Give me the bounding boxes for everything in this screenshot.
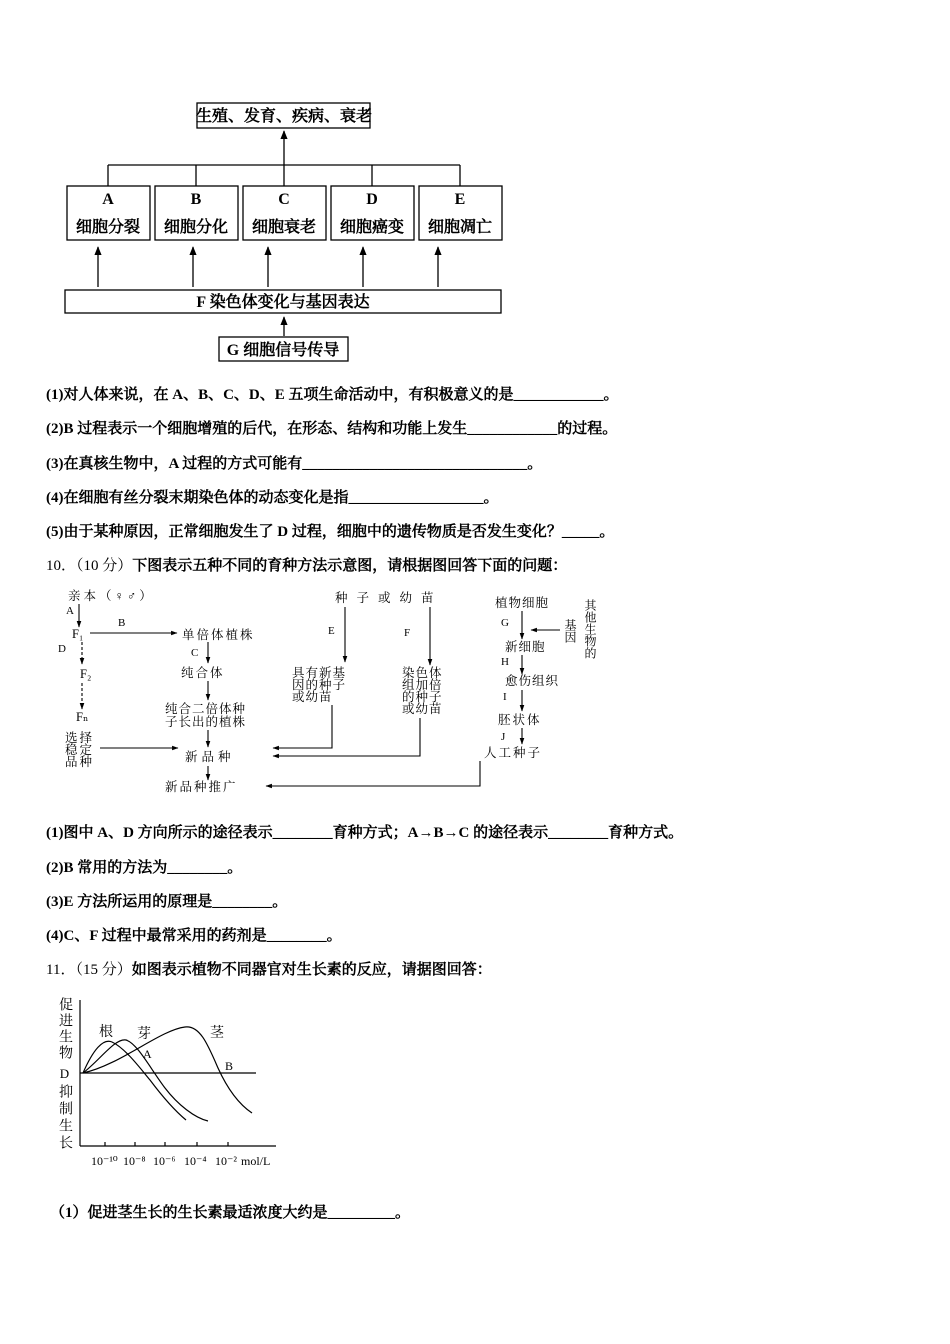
label-e: E bbox=[328, 625, 335, 637]
bud-curve-label: 芽 bbox=[137, 1027, 151, 1042]
q10-prompt: 下图表示五种不同的育种方法示意图，请根据图回答下面的问题： bbox=[132, 558, 568, 574]
plant-cell-label: 植物细胞 bbox=[495, 596, 550, 610]
q11-prompt: 如图表示植物不同器官对生长素的反应，请据图回答： bbox=[131, 962, 492, 978]
label-d: D bbox=[58, 643, 66, 655]
box-b-letter: B bbox=[190, 191, 202, 208]
q9-question-1: (1)对人体来说，在 A、B、C、D、E 五项生命活动中，有积极意义的是____________。 bbox=[46, 387, 619, 403]
q10-title bbox=[46, 557, 567, 575]
homozygote-label: 纯合体 bbox=[181, 666, 225, 680]
box-d-label: 细胞癌变 bbox=[339, 219, 405, 236]
polyploid-label-line4: 或幼苗 bbox=[402, 702, 443, 716]
box-c-letter: C bbox=[278, 191, 290, 208]
new-variety-label: 新品种 bbox=[185, 750, 235, 764]
polyploid-label-line3: 的种子 bbox=[402, 690, 443, 704]
label-j: J bbox=[501, 731, 506, 743]
y-axis-inhibit-label: 抑制生长 bbox=[57, 1084, 72, 1152]
q10-question-3: (3)E 方法所运用的原理是________。 bbox=[46, 894, 288, 910]
seed-label: 种子或幼苗 bbox=[335, 591, 443, 605]
box-a-letter: A bbox=[102, 191, 114, 208]
x-tick-1e-6: 10⁻⁶ bbox=[153, 1154, 176, 1168]
embryoid-label: 胚状体 bbox=[498, 713, 542, 727]
polyploid-label-line2: 组加倍 bbox=[402, 678, 443, 692]
q11-title bbox=[46, 961, 492, 979]
mutant-label-line3: 或幼苗 bbox=[292, 690, 333, 704]
q10-question-1: (1)图中 A、D 方向所示的途径表示________育种方式；A→B→C 的途径表示________育种方式。 bbox=[46, 825, 684, 841]
polyploid-label-line1: 染色体 bbox=[402, 666, 443, 680]
artificial-seed-label: 人工种子 bbox=[484, 746, 543, 760]
select-label-line2: 稳定 bbox=[65, 743, 95, 757]
diploid-label-line2: 子长出的植株 bbox=[165, 715, 247, 729]
label-f: F bbox=[404, 627, 411, 639]
select-label-line3: 品种 bbox=[65, 755, 95, 769]
other-organism-label: 其他生物的 bbox=[583, 599, 597, 659]
callus-label: 愈伤组织 bbox=[505, 674, 560, 688]
x-tick-1e-8: 10⁻⁸ bbox=[123, 1154, 146, 1168]
point-b-label: B bbox=[225, 1059, 234, 1073]
q11-question-1: （1）促进茎生长的生长素最适浓度大约是_________。 bbox=[50, 1205, 411, 1221]
q10-number: 10．（10 分） bbox=[46, 558, 133, 574]
label-fn: Fₙ bbox=[76, 710, 89, 724]
box-b-label: 细胞分化 bbox=[163, 219, 229, 236]
label-i: I bbox=[503, 691, 507, 703]
q10-question-2: (2)B 常用的方法为________。 bbox=[46, 860, 243, 876]
label-h: H bbox=[501, 656, 509, 668]
root-curve bbox=[83, 1041, 186, 1120]
label-b: B bbox=[118, 617, 126, 629]
x-unit-label: mol/L bbox=[241, 1154, 271, 1168]
haploid-label: 单倍体植株 bbox=[182, 628, 255, 642]
box-a-label: 细胞分裂 bbox=[75, 219, 141, 236]
f-bar-label: F 染色体变化与基因表达 bbox=[196, 294, 370, 311]
label-f2: F₂ bbox=[80, 667, 92, 681]
q9-question-4: (4)在细胞有丝分裂末期染色体的动态变化是指__________________。 bbox=[46, 490, 499, 506]
q9-question-5: (5)由于某种原因，正常细胞发生了 D 过程，细胞中的遗传物质是否发生变化？_____。 bbox=[46, 524, 615, 540]
mutant-label-line1: 具有新基 bbox=[292, 666, 347, 680]
diploid-label-line1: 纯合二倍体种 bbox=[165, 702, 247, 716]
q10-question-4: (4)C、F 过程中最常采用的药剂是________。 bbox=[46, 928, 342, 944]
outcome-box-label: 生殖、发育、疾病、衰老 bbox=[195, 108, 373, 125]
label-f1: F₁ bbox=[72, 627, 84, 641]
mutant-label-line2: 因的种子 bbox=[292, 678, 347, 692]
gene-label: 基因 bbox=[563, 619, 577, 643]
label-g: G bbox=[501, 617, 509, 629]
q9-question-2: (2)B 过程表示一个细胞增殖的后代，在形态、结构和功能上发生____________的过程。 bbox=[46, 421, 618, 437]
root-curve-label: 根 bbox=[99, 1025, 113, 1040]
parents-label: 亲本（♀♂） bbox=[68, 589, 155, 603]
x-tick-1e-2: 10⁻² bbox=[215, 1154, 237, 1168]
y-axis-promote-label: 促进生物 bbox=[57, 997, 72, 1061]
auxin-graph-lines bbox=[80, 1000, 276, 1146]
new-cell-label: 新细胞 bbox=[505, 640, 546, 654]
box-e-label: 细胞凋亡 bbox=[427, 219, 493, 236]
point-a-label: A bbox=[143, 1047, 152, 1061]
select-label-line1: 选择 bbox=[65, 731, 95, 745]
y-axis-zero-label: D bbox=[57, 1066, 72, 1081]
box-e-letter: E bbox=[454, 191, 466, 208]
x-tick-1e-4: 10⁻⁴ bbox=[184, 1154, 207, 1168]
label-c: C bbox=[191, 647, 199, 659]
promotion-label: 新品种推广 bbox=[165, 780, 238, 794]
q9-question-3: (3)在真核生物中，A 过程的方式可能有______________________________。 bbox=[46, 456, 543, 472]
q11-number: 11．（15 分） bbox=[46, 962, 132, 978]
label-a: A bbox=[66, 605, 74, 617]
x-tick-1e-10: 10⁻¹⁰ bbox=[91, 1154, 118, 1168]
stem-curve-label: 茎 bbox=[210, 1026, 224, 1041]
g-box-label: G 细胞信号传导 bbox=[226, 342, 340, 359]
box-c-label: 细胞衰老 bbox=[251, 219, 317, 236]
box-d-letter: D bbox=[366, 191, 378, 208]
